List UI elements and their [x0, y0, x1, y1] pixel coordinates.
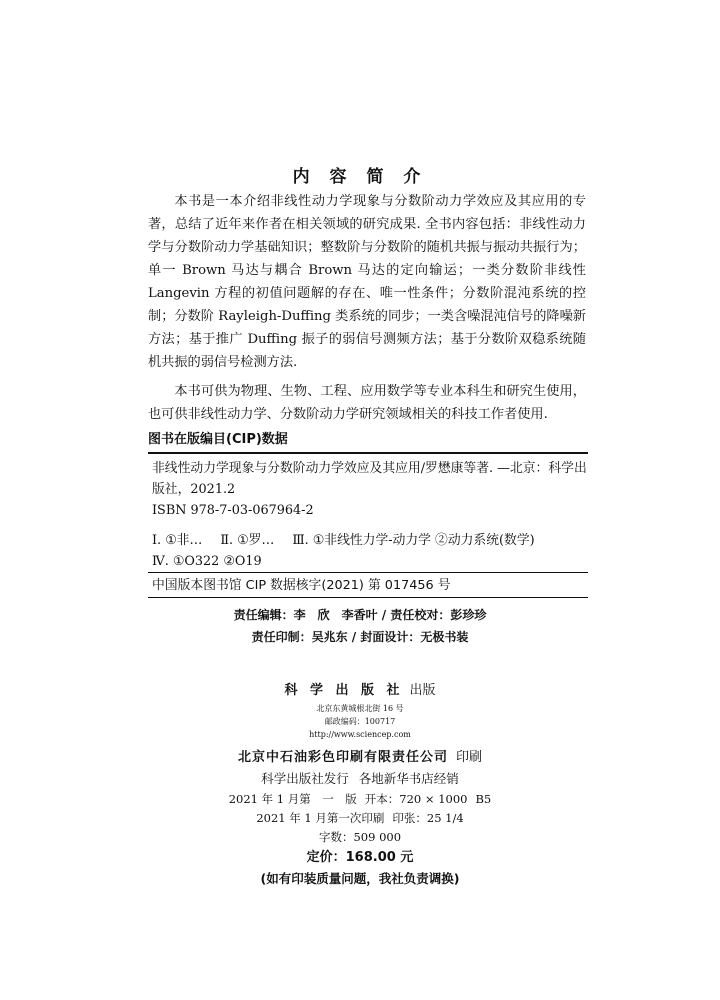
credits-editors: 责任编辑：李 欣 李香叶 / 责任校对：彭珍珍 [233, 608, 487, 622]
word-count: 字数：509 000 [318, 830, 402, 844]
cip-heading: 图书在版编目(CIP)数据 [148, 432, 288, 447]
edition-date: 2021 年 1 月第 一 版 [228, 792, 357, 806]
edition-line [0, 790, 720, 809]
editorial-credits [0, 604, 720, 648]
printer-name: 北京中石油彩色印刷有限责任公司 [237, 750, 448, 765]
sheet-count: 印张：25 1/4 [392, 811, 464, 825]
printing-date: 2021 年 1 月第一次印刷 [256, 811, 385, 825]
cip-heading-iii: Ⅲ. ①非线性力学-动力学 ②动力系统(数学) [292, 533, 535, 548]
printing-line [0, 809, 720, 828]
printer-line [0, 747, 720, 769]
price: 定价：168.00 元 [306, 850, 414, 865]
cip-number: 中国版本图书馆 CIP 数据核字(2021) 第 017456 号 [152, 578, 451, 593]
cip-entry [148, 454, 588, 572]
publisher-postcode: 邮政编码：100717 [324, 717, 396, 726]
cip-isbn: ISBN 978-7-03-067964-2 [152, 503, 314, 518]
publisher-block [0, 680, 720, 789]
format-size: 开本：720 × 1000 [364, 792, 468, 806]
printer-suffix: 印刷 [456, 750, 483, 765]
distributor: 科学出版社发行 [261, 771, 349, 786]
synopsis-paragraph: 本书是一本介绍非线性动力学现象与分数阶动力学效应及其应用的专著，总结了近年来作者在相关领域的研究成果. 全书内容包括：非线性动力学与分数阶动力学基础知识；整数阶与分数阶的随机共振与振动共振行为；单一 Brown 马达与耦合 Brown 马达的定向输运；一类分数阶非线性 Langevin 方程的初值问题解的存在、唯一性条件；分数阶混沌系统的控制；分数阶 Rayleigh-Duffing 类系统的同步；一类含噪混沌信号的降噪新方法；基于推广 Duffing 振子的弱信号测频方法；基于分数阶双稳系统随机共振的弱信号检测方法. [148, 194, 586, 370]
print-specs [0, 790, 720, 889]
publisher-address: 北京东黄城根北街 16 号 [316, 704, 404, 713]
distribution-line [0, 769, 720, 789]
publisher-website: http://www.sciencep.com [309, 730, 411, 739]
cip-bottom-rule [148, 597, 588, 598]
cip-classification: Ⅳ. ①O322 ②O19 [152, 554, 262, 569]
cip-heading-ii: Ⅱ. ①罗… [220, 533, 275, 548]
cip-subject-headings [152, 530, 588, 551]
cip-heading-i: Ⅰ. ①非… [152, 533, 203, 548]
cip-data-block [148, 430, 588, 598]
quality-note: (如有印装质量问题，我社负责调换) [260, 871, 460, 886]
publisher-line [0, 680, 720, 702]
retailer: 各地新华书店经销 [358, 771, 459, 786]
cip-description: 非线性动力学现象与分数阶动力学效应及其应用/罗懋康等著. —北京：科学出版社，2021.2 [152, 461, 587, 497]
credits-production: 责任印制：吴兆东 / 封面设计：无极书装 [251, 630, 469, 644]
synopsis-audience-paragraph: 本书可供为物理、生物、工程、应用数学等专业本科生和研究生使用，也可供非线性动力学、分数阶动力学研究领域相关的科技工作者使用. [148, 384, 586, 422]
format-code: B5 [475, 792, 492, 806]
synopsis-section [148, 190, 586, 426]
publisher-suffix: 出版 [409, 683, 436, 698]
synopsis-title: 内 容 简 介 [292, 167, 428, 187]
publisher-logo-text: 科 学 出 版 社 [284, 683, 404, 698]
